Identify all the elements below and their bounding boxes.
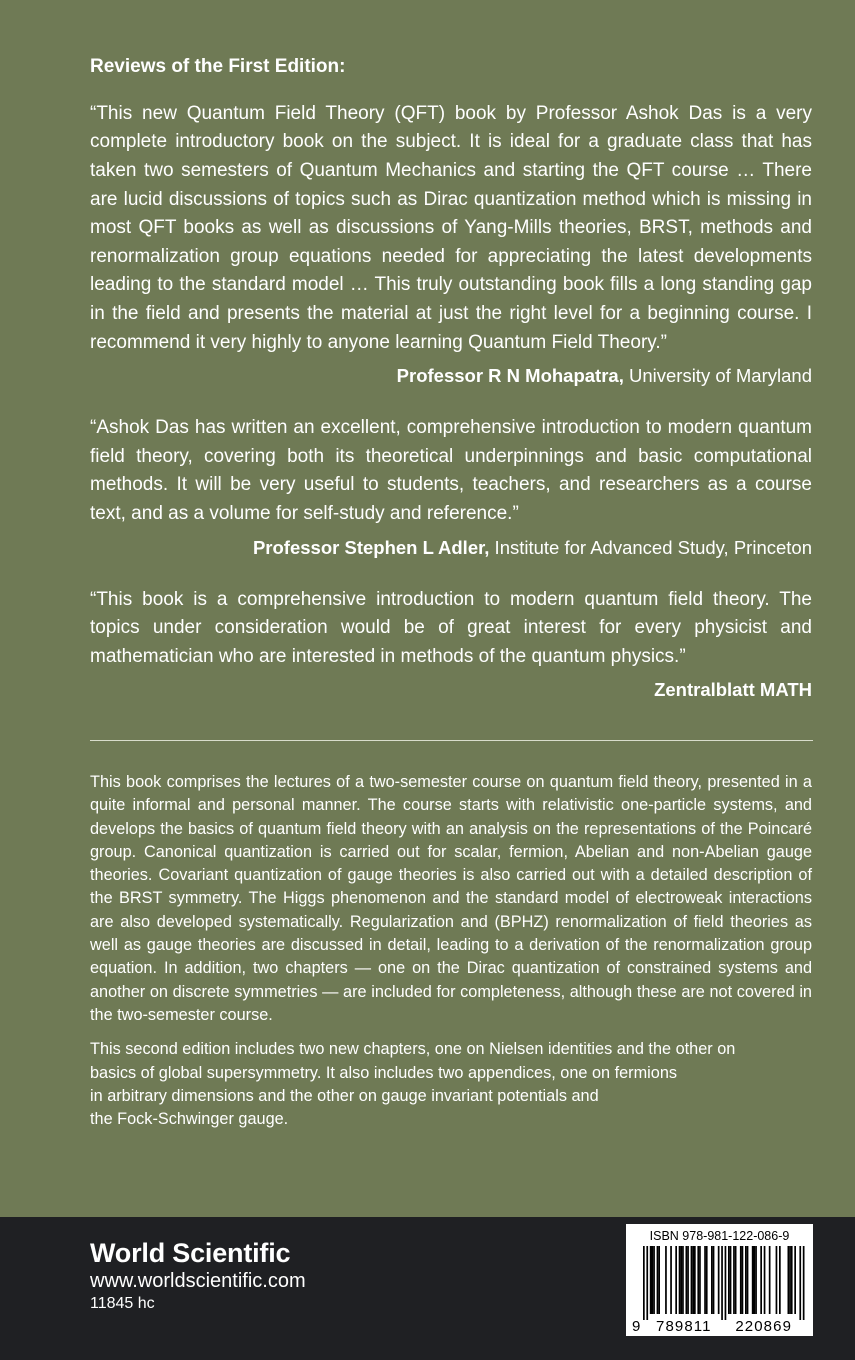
barcode-digits: 220869 — [735, 1318, 793, 1332]
barcode-bar — [747, 1246, 749, 1314]
description-paragraph-1: This book comprises the lectures of a two-semester course on quantum field theory, presented in a quite informal and personal manner. The course starts with relativistic one-particle systems, and develops the basics of quantum field theory with an analysis on the representations of the Poincaré group. Canonical quantization is carried out for scalar, fermion, Abelian and non-Abelian gauge theories. Covariant quantization of gauge theories is also carried out with a detailed description of the BRST symmetry. The Higgs phenomenon and the standard model of electroweak interactions are also developed systematically. Regularization and (BPHZ) renormalization of field theories as well as gauge theories are discussed in detail, leading to a derivation of the renormalization group equation. In addition, two chapters — one on the Dirac quantization of constrained systems and another on discrete symmetries — are included for completeness, although these are not covered in the two-semester course. — [90, 773, 812, 1024]
barcode-bar — [752, 1246, 754, 1314]
barcode-bar — [730, 1246, 732, 1314]
barcode-bar — [745, 1246, 747, 1314]
barcode-bar — [754, 1246, 756, 1314]
barcode-bar — [725, 1246, 727, 1320]
review-attribution-1 — [90, 362, 812, 390]
barcode-bar — [791, 1246, 793, 1314]
barcode-bar — [697, 1246, 699, 1314]
isbn-label: ISBN 978-981-122-086-9 — [649, 1229, 790, 1243]
review-attribution-2 — [90, 534, 812, 562]
barcode-bar — [657, 1246, 659, 1314]
barcode-bar — [706, 1246, 708, 1314]
barcode-bar — [679, 1246, 681, 1314]
barcode-bar — [704, 1246, 706, 1314]
publisher-block — [90, 1237, 306, 1315]
barcode-bar — [755, 1246, 757, 1314]
barcode-bar — [643, 1246, 645, 1320]
barcode-bar — [699, 1246, 701, 1314]
description-line: the Fock-Schwinger gauge. — [90, 1110, 289, 1129]
barcode-bar — [788, 1246, 790, 1314]
barcode-image — [631, 1246, 808, 1332]
barcode-bar — [718, 1246, 720, 1314]
barcode-digits: 9 — [632, 1318, 642, 1332]
barcode-bar — [652, 1246, 654, 1314]
publisher-name: World Scientific — [90, 1238, 291, 1268]
barcode-bar — [769, 1246, 771, 1314]
product-code: 11845 hc — [90, 1295, 155, 1312]
reviewer-affiliation: Institute for Advanced Study, Princeton — [489, 536, 812, 558]
reviews-heading: Reviews of the First Edition: — [90, 56, 346, 77]
barcode-bar — [803, 1246, 805, 1320]
barcode-bar — [687, 1246, 689, 1314]
barcode-bar — [760, 1246, 762, 1314]
review-quote-2: “Ashok Das has written an excellent, comprehensive introduction to modern quantum field theory, covering both its theoretical underpinnings and basic computational methods. It will be very useful to students, teachers, and researchers as a course text, and as a volume for self-study and reference.” — [90, 417, 812, 524]
review-quote-1: “This new Quantum Field Theory (QFT) book by Professor Ashok Das is a very complete introductory book on the subject. It is ideal for a graduate class that has taken two semesters of Quantum Mechanics and starting the QFT course … There are lucid discussions of topics such as Dirac quantization method which is missing in most QFT books as well as discussions of Yang-Mills theories, BRST, methods and renormalization group equations needed for appreciating the latest developments leading to the standard model … This truly outstanding book fills a long standing gap in the field and presents the material at just the right level for a beginning course. I recommend it very highly to anyone learning Quantum Field Theory.” — [90, 102, 812, 353]
description-line: basics of global supersymmetry. It also includes two appendices, one on fermions — [90, 1063, 678, 1082]
barcode-bar — [653, 1246, 655, 1314]
barcode-bar — [794, 1246, 796, 1314]
barcode-bar — [691, 1246, 693, 1314]
barcode-bar — [733, 1246, 735, 1314]
description-line: in arbitrary dimensions and the other on gauge invariant potentials and — [90, 1086, 599, 1105]
barcode-bar — [650, 1246, 652, 1314]
reviewer-affiliation: University of Maryland — [623, 365, 812, 387]
book-description — [90, 771, 812, 1131]
barcode-bar — [680, 1246, 682, 1314]
reviews-section — [90, 56, 812, 704]
barcode-bar — [789, 1246, 791, 1314]
barcode-bar — [682, 1246, 684, 1314]
reviewer-name: Professor R N Mohapatra, — [396, 365, 624, 387]
barcode-bar — [646, 1246, 648, 1320]
barcode-bar — [799, 1246, 801, 1320]
barcode-bar — [675, 1246, 677, 1314]
barcode-digits: 789811 — [656, 1318, 712, 1332]
barcode-bar — [670, 1246, 672, 1314]
section-divider — [90, 740, 813, 741]
description-paragraph-2 — [90, 1038, 812, 1131]
barcode-bar — [779, 1246, 781, 1314]
barcode-bar — [711, 1246, 713, 1314]
barcode-bar — [658, 1246, 660, 1314]
barcode-bar — [742, 1246, 744, 1314]
description-line: This second edition includes two new chapters, one on Nielsen identities and the other on — [90, 1040, 736, 1059]
barcode-bar — [776, 1246, 778, 1314]
barcode-box — [626, 1224, 813, 1336]
reviewer-name: Professor Stephen L Adler, — [252, 536, 490, 558]
barcode-bar — [721, 1246, 723, 1320]
barcode-bar — [740, 1246, 742, 1314]
barcode-bar — [692, 1246, 694, 1314]
publisher-url: www.worldscientific.com — [90, 1270, 306, 1292]
barcode-bar — [713, 1246, 715, 1314]
barcode-bar — [735, 1246, 737, 1314]
barcode-bar — [694, 1246, 696, 1314]
barcode-bar — [686, 1246, 688, 1314]
review-quote-3: “This book is a comprehensive introduction to modern quantum field theory. The topics under consideration would be of great interest for every physicist and mathematician who are interested in methods of the quantum physics.” — [90, 588, 812, 667]
barcode-bar — [728, 1246, 730, 1314]
barcode-bar — [665, 1246, 667, 1314]
review-attribution-3 — [90, 676, 812, 704]
barcode-bar — [764, 1246, 766, 1314]
reviewer-name: Zentralblatt MATH — [654, 679, 812, 701]
